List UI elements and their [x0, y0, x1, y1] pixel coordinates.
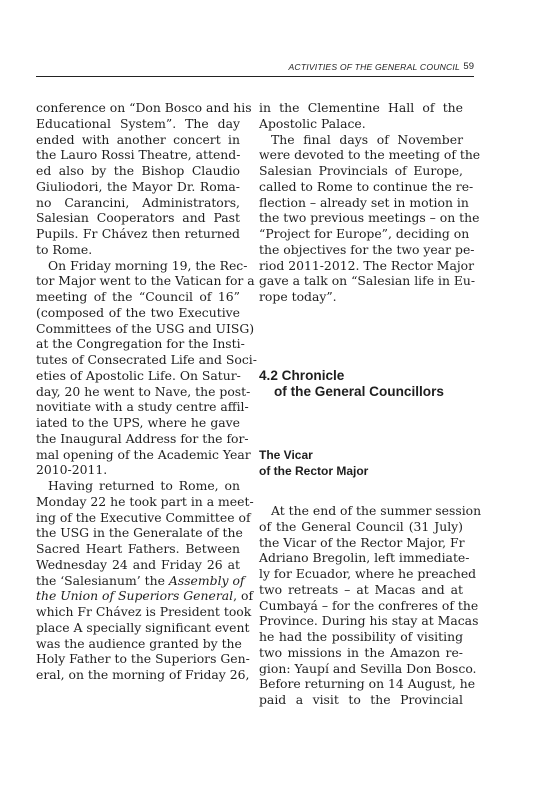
text-line: Committees of the USG and UISG) — [36, 320, 255, 336]
text-line: “Project for Europe”, deciding on — [259, 226, 470, 241]
italic-title-fragment: Assembly of — [168, 572, 245, 588]
text-line: eral, on the morning of Friday 26, — [36, 667, 250, 682]
text-fragment: the ‘Salesianum’ the — [36, 572, 165, 588]
text-line: tor Major went to the Vatican for a — [36, 273, 255, 289]
text-line: ended with another concert in — [36, 131, 240, 147]
text-line: novitiate with a study centre affil- — [36, 399, 249, 415]
running-header — [36, 62, 474, 77]
text-line: flection – already set in motion in — [259, 194, 469, 210]
text-line: The final days of November — [271, 131, 463, 147]
text-line: meeting of the “Council of 16” — [36, 289, 240, 304]
section-heading: 4.2 Chronicle — [259, 367, 345, 383]
right-column — [259, 100, 482, 708]
text-line: tutes of Consecrated Life and Soci- — [36, 352, 257, 367]
text-line: Wednesday 24 and Friday 26 at — [36, 556, 240, 572]
section-heading-line2: of the General Councillors — [274, 383, 444, 399]
text-line: which Fr Chávez is President took — [36, 604, 252, 619]
text-line — [36, 572, 245, 589]
text-line: gave a talk on “Salesian life in Eu- — [259, 273, 476, 289]
text-line: Salesian Provincials of Europe, — [259, 163, 463, 178]
text-line: no Carancini, Administrators, — [36, 194, 240, 210]
text-line: Educational System”. The day — [36, 115, 240, 131]
text-line: the Vicar of the Rector Major, Fr — [259, 534, 465, 550]
text-line: Pupils. Fr Chávez then returned — [36, 226, 240, 241]
text-line: eties of Apostolic Life. On Satur- — [36, 367, 241, 383]
text-line: 2010-2011. — [36, 462, 108, 478]
text-fragment: , of — [233, 588, 254, 604]
text-line: ing of the Executive Committee of — [36, 509, 251, 525]
text-line — [36, 588, 254, 604]
text-line: iated to the UPS, where he gave — [36, 415, 240, 430]
text-line: Salesian Cooperators and Past — [36, 210, 240, 226]
running-title: ACTIVITIES OF THE GENERAL COUNCIL — [288, 62, 460, 72]
text-line: Apostolic Palace. — [259, 115, 366, 131]
spacer — [259, 305, 463, 368]
text-line: Adriano Bregolin, left immediate- — [259, 550, 470, 566]
text-line: conference on “Don Bosco and his — [36, 100, 252, 115]
page-number: 59 — [463, 61, 474, 72]
text-line: Before returning on 14 August, he — [259, 676, 476, 692]
text-line: Monday 22 he took part in a meet- — [36, 493, 254, 509]
text-line: Holy Father to the Superiors Gen- — [36, 651, 250, 667]
text-line: riod 2011-2012. The Rector Major — [259, 257, 475, 273]
text-line: Province. During his stay at Macas — [259, 613, 479, 629]
text-line: the Inaugural Address for the for- — [36, 430, 249, 446]
text-line: two retreats – at Macas and at — [259, 581, 463, 597]
text-line: the Lauro Rossi Theatre, attend- — [36, 147, 241, 163]
italic-title-fragment: the Union of Superiors General — [36, 588, 234, 604]
text-line: Cumbayá – for the confreres of the — [259, 597, 479, 613]
text-line: mal opening of the Academic Year — [36, 446, 251, 462]
subheading: The Vicar — [259, 448, 313, 462]
text-line: gion: Yaupí and Sevilla Don Bosco. — [259, 660, 477, 676]
text-line: at the Congregation for the Insti- — [36, 336, 245, 352]
spacer — [259, 400, 463, 447]
text-line: called to Rome to continue the re- — [259, 178, 474, 194]
text-line: place A specially significant event — [36, 619, 250, 635]
text-line: of the General Council (31 July) — [259, 518, 463, 534]
text-line: he had the possibility of visiting — [259, 629, 463, 644]
text-line: ly for Ecuador, where he preached — [259, 566, 477, 581]
text-line: rope today”. — [259, 289, 337, 304]
text-line: Having returned to Rome, on — [48, 478, 240, 493]
text-line: day, 20 he went to Nave, the post- — [36, 383, 251, 399]
text-line: At the end of the summer session — [271, 503, 482, 518]
text-line: the USG in the Generalate of the — [36, 525, 243, 541]
text-line: paid a visit to the Provincial — [259, 692, 463, 707]
text-line: were devoted to the meeting of the — [259, 147, 481, 163]
text-line: Sacred Heart Fathers. Between — [36, 541, 240, 556]
text-line: was the audience granted by the — [36, 635, 242, 651]
spacer — [259, 479, 463, 503]
text-line: On Friday morning 19, the Rec- — [48, 257, 248, 273]
text-line: Giuliodori, the Mayor Dr. Roma- — [36, 178, 240, 194]
text-line: ed also by the Bishop Claudio — [36, 163, 240, 178]
left-column — [36, 100, 257, 683]
text-line: the two previous meetings – on the — [259, 210, 480, 226]
text-line: the objectives for the two year pe- — [259, 241, 475, 257]
text-line: to Rome. — [36, 241, 93, 257]
text-line: two missions in the Amazon re- — [259, 644, 463, 660]
text-line: in the Clementine Hall of the — [259, 100, 463, 115]
subheading-line2: of the Rector Major — [259, 464, 369, 478]
text-line: (composed of the two Executive — [36, 304, 240, 320]
